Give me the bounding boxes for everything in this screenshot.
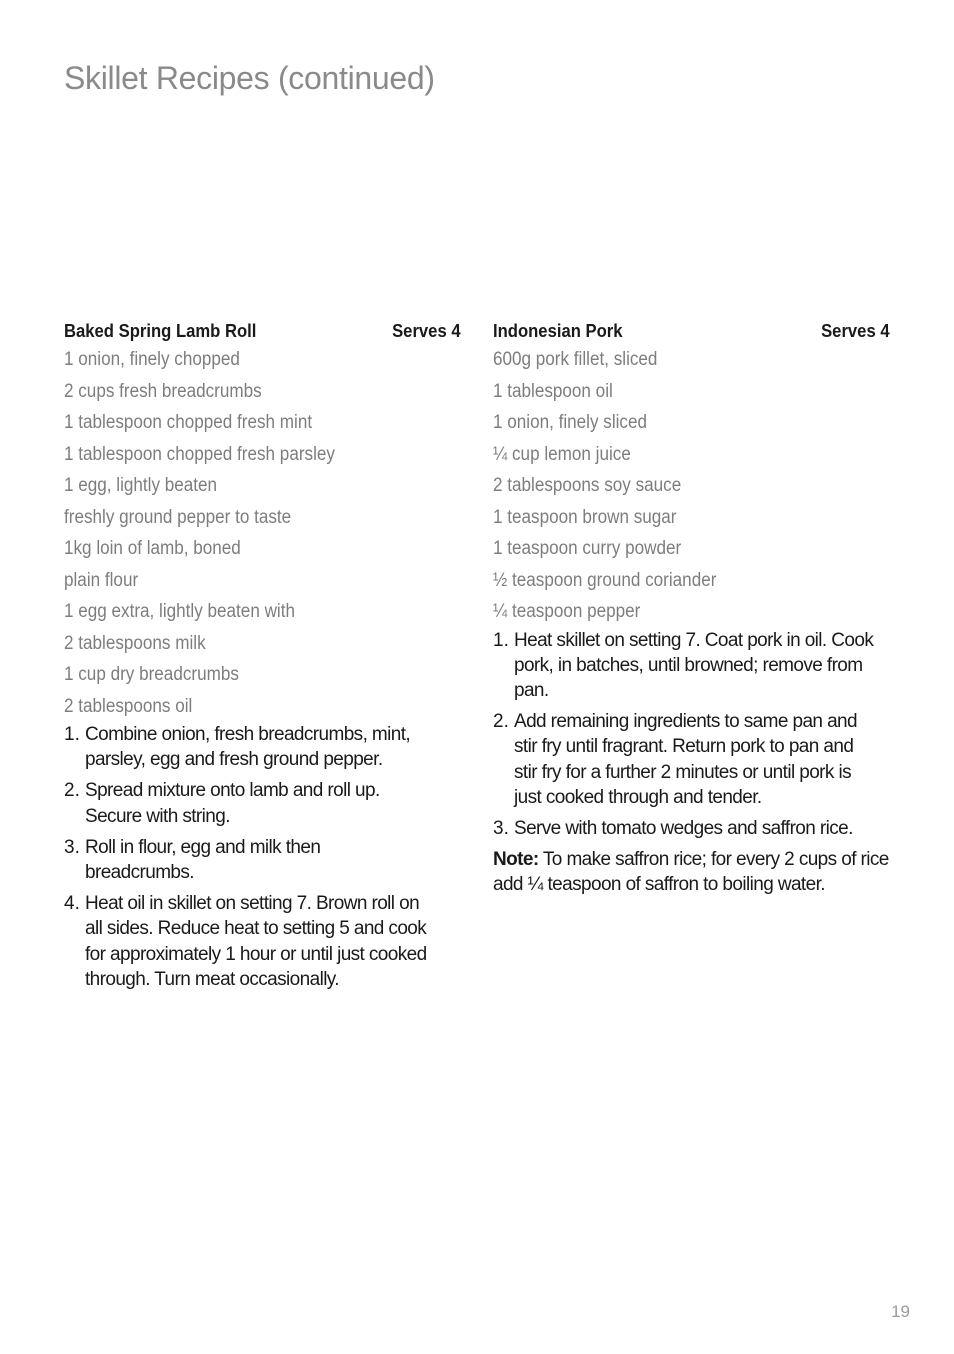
ingredient-item: ¼ teaspoon pepper xyxy=(493,601,641,622)
method-step xyxy=(493,816,890,841)
note-label: Note: xyxy=(493,849,539,871)
page-title: Skillet Recipes (continued) xyxy=(64,60,435,96)
ingredient-item: 1 tablespoon chopped fresh parsley xyxy=(64,443,335,465)
recipe-indonesian-pork xyxy=(493,318,890,898)
method-steps xyxy=(64,722,461,992)
ingredient-item: 1kg loin of lamb, boned xyxy=(64,538,241,559)
step-text: Roll in flour, egg and milk then breadcrumbs. xyxy=(85,836,321,884)
step-number: 2. xyxy=(64,780,80,802)
page-number: 19 xyxy=(891,1302,910,1321)
ingredient-item: 1 onion, finely sliced xyxy=(493,412,647,433)
ingredient-item: 600g pork fillet, sliced xyxy=(493,349,658,370)
ingredient-item: ¼ cup lemon juice xyxy=(493,443,631,465)
method-step xyxy=(64,778,461,828)
method-step xyxy=(64,722,461,772)
ingredient-item: 1 egg extra, lightly beaten with xyxy=(64,601,296,622)
ingredient-item: plain flour xyxy=(64,569,139,591)
recipe-serves: Serves 4 xyxy=(821,320,890,341)
ingredient-item: 2 tablespoons oil xyxy=(64,695,193,717)
ingredient-item: ½ teaspoon ground coriander xyxy=(493,569,717,591)
method-step xyxy=(64,891,461,992)
recipe-header xyxy=(493,318,890,344)
step-number: 3. xyxy=(64,836,80,858)
step-number: 4. xyxy=(64,893,80,915)
step-text: Serve with tomato wedges and saffron rice. xyxy=(514,817,853,839)
ingredient-item: 1 onion, finely chopped xyxy=(64,349,240,370)
ingredient-item: 2 cups fresh breadcrumbs xyxy=(64,380,262,402)
step-text: Heat oil in skillet on setting 7. Brown roll on all sides. Reduce heat to setting 5 and cook for approximately 1 hour or until just cooked through. Turn meat occasionally. xyxy=(85,893,427,990)
step-number: 1. xyxy=(493,629,509,651)
ingredient-item: 1 tablespoon oil xyxy=(493,380,613,402)
step-number: 1. xyxy=(64,724,80,745)
ingredient-item: 1 teaspoon curry powder xyxy=(493,538,682,559)
ingredient-item: 1 cup dry breadcrumbs xyxy=(64,664,239,685)
recipe-title: Baked Spring Lamb Roll xyxy=(64,320,257,341)
ingredient-item: freshly ground pepper to taste xyxy=(64,506,292,528)
step-text: Spread mixture onto lamb and roll up. Secure with string. xyxy=(85,780,380,827)
step-text: Combine onion, fresh breadcrumbs, mint, parsley, egg and fresh ground pepper. xyxy=(85,724,411,771)
recipe-header xyxy=(64,318,461,344)
method-step xyxy=(64,835,461,885)
method-step xyxy=(493,709,890,810)
step-text: Add remaining ingredients to same pan and stir fry until fragrant. Return pork to pan and stir fry for a further 2 minutes or until pork is just cooked through and tender. xyxy=(514,711,857,808)
ingredient-list xyxy=(493,344,890,628)
recipe-note xyxy=(493,847,890,897)
ingredient-list xyxy=(64,344,461,722)
ingredient-item: 1 tablespoon chopped fresh mint xyxy=(64,412,313,433)
recipe-title: Indonesian Pork xyxy=(493,320,623,341)
note-text: To make saffron rice; for every 2 cups of rice add ¼ teaspoon of saffron to boiling water. xyxy=(493,849,889,896)
ingredient-item: 2 tablespoons milk xyxy=(64,632,206,654)
step-number: 2. xyxy=(493,711,509,733)
ingredient-item: 1 teaspoon brown sugar xyxy=(493,506,677,528)
recipe-lamb-roll xyxy=(64,318,461,998)
ingredient-item: 1 egg, lightly beaten xyxy=(64,475,218,496)
step-number: 3. xyxy=(493,817,509,839)
method-step xyxy=(493,628,890,704)
method-steps xyxy=(493,628,890,842)
recipe-serves: Serves 4 xyxy=(392,320,461,341)
ingredient-item: 2 tablespoons soy sauce xyxy=(493,475,682,496)
step-text: Heat skillet on setting 7. Coat pork in oil. Cook pork, in batches, until browned; remove from pan. xyxy=(514,629,874,701)
